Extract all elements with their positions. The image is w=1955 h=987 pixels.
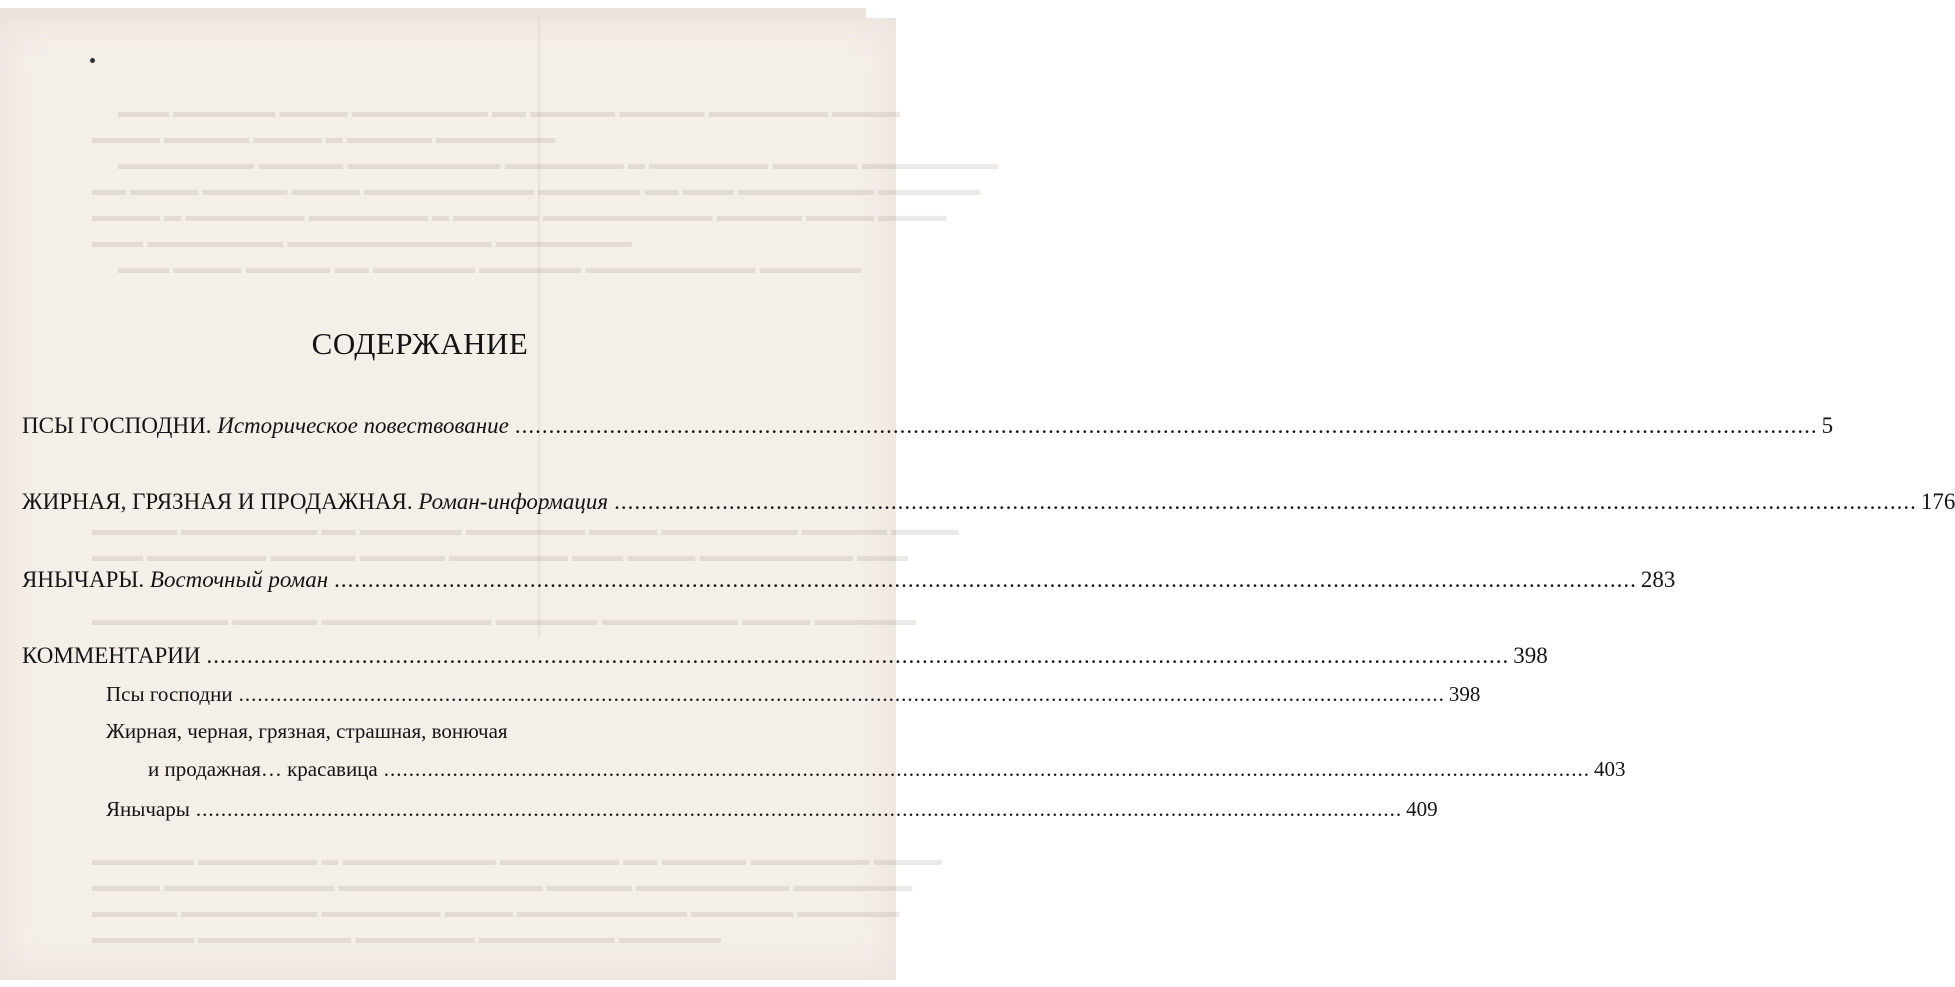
entry-genre: Роман-информация	[418, 489, 609, 514]
entry-title: Янычары	[106, 797, 190, 821]
page-number: 403	[1594, 757, 1626, 781]
contents-heading: СОДЕРЖАНИЕ	[311, 326, 529, 361]
toc-entry-kommentarii[interactable]	[22, 642, 1548, 670]
page-edge	[0, 8, 866, 20]
entry-title: и продажная… красавица	[148, 757, 378, 781]
entry-title: Псы господни	[106, 682, 233, 706]
toc-entry-psy-gospodni[interactable]	[22, 412, 1834, 440]
page-number: 409	[1406, 797, 1438, 821]
toc-sub-entry-psy-gospodni[interactable]	[106, 680, 1481, 708]
entry-title: ЖИРНАЯ, ГРЯЗНАЯ И ПРОДАЖНАЯ.	[22, 489, 413, 514]
entry-title: КОММЕНТАРИИ	[22, 643, 201, 668]
toc-entry-zhirnaya[interactable]	[22, 488, 1955, 516]
toc-sub-entry-zhirnaya-line1[interactable]: Жирная, черная, грязная, страшная, вонючая	[106, 719, 508, 743]
leader-dots	[515, 412, 1818, 440]
leader-dots	[614, 488, 1917, 516]
leader-dots	[334, 566, 1637, 594]
entry-title: ПСЫ ГОСПОДНИ.	[22, 413, 212, 438]
toc-entry-yanychary[interactable]	[22, 566, 1676, 594]
page-number: 5	[1821, 413, 1834, 438]
leader-dots	[196, 795, 1402, 823]
leader-dots	[206, 642, 1509, 670]
page-number: 283	[1640, 567, 1676, 592]
entry-genre: Историческое повествование	[217, 413, 509, 438]
toc-sub-entry-zhirnaya-line2[interactable]	[148, 755, 1626, 783]
leader-dots	[239, 680, 1445, 708]
print-speck	[90, 58, 95, 63]
page-number: 398	[1448, 682, 1481, 706]
page-number: 398	[1513, 643, 1548, 668]
leader-dots	[384, 755, 1590, 783]
entry-title: ЯНЫЧАРЫ.	[22, 567, 145, 592]
toc-sub-entry-yanychary[interactable]	[106, 795, 1438, 823]
entry-genre: Восточный роман	[149, 567, 329, 592]
page-number: 176	[1920, 489, 1955, 514]
